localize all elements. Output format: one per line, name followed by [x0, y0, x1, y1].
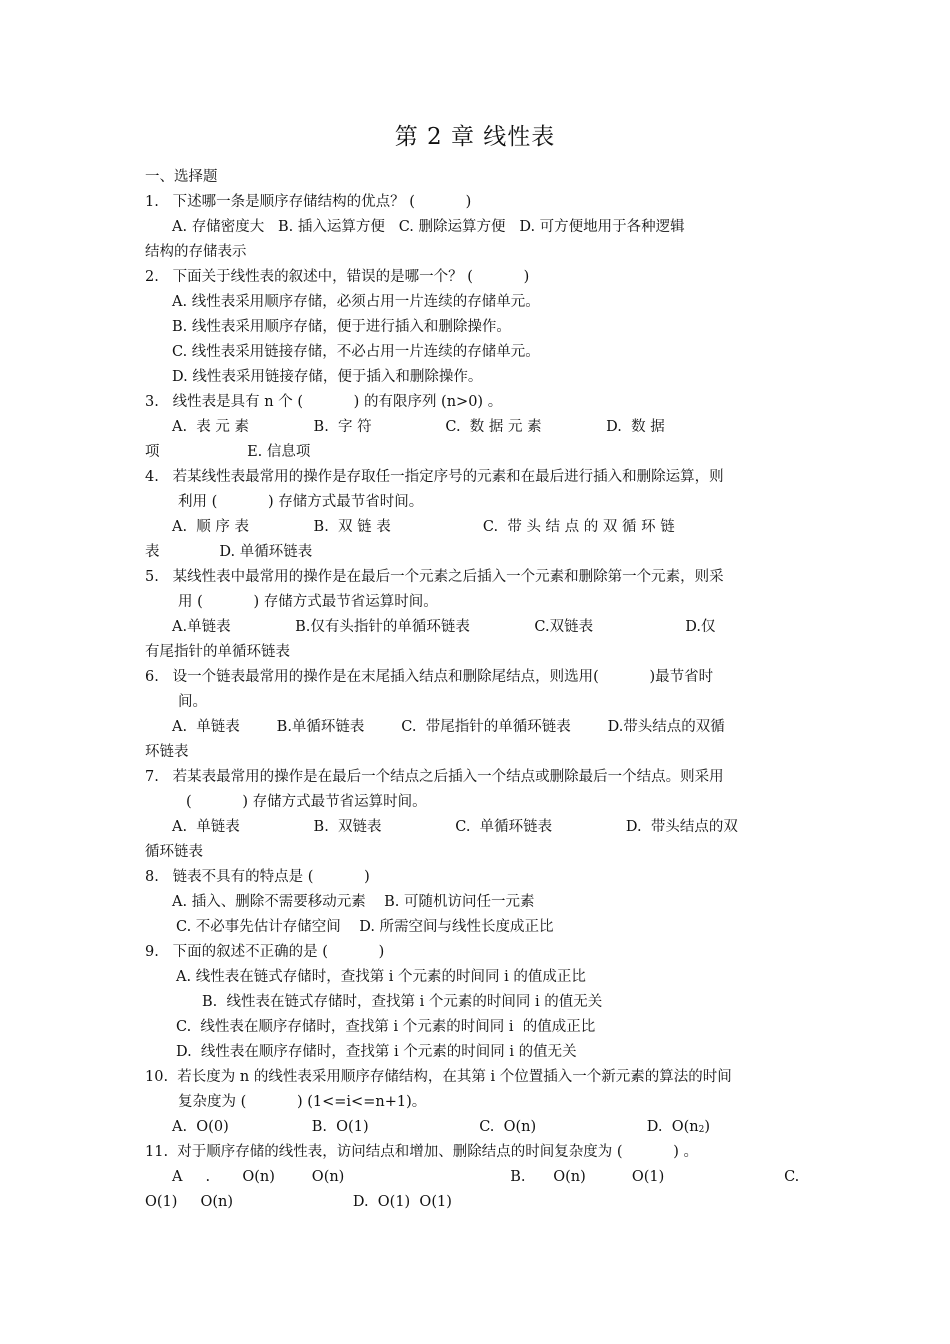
question-5: 5. 某线性表中最常用的操作是在最后一个元素之后插入一个元素和删除第一个元素，则采 — [145, 569, 724, 585]
question-7-options-cont: 循环链表 — [145, 844, 203, 860]
question-2-option-b: B. 线性表采用顺序存储，便于进行插入和删除操作。 — [172, 319, 511, 335]
question-11-options-cont: O(1) O(n) D. O(1) O(1) — [145, 1194, 452, 1210]
question-9: 9. 下面的叙述不正确的是 ( ) — [145, 944, 385, 960]
question-1-options-cont: 结构的存储表示 — [145, 244, 247, 260]
question-8-options-ab: A. 插入、删除不需要移动元素 B. 可随机访问任一元素 — [172, 894, 535, 910]
question-9-option-b: B. 线性表在链式存储时，查找第 i 个元素的时间同 i 的值无关 — [202, 994, 603, 1010]
question-7-cont: ( ) 存储方式最节省运算时间。 — [186, 794, 427, 810]
question-6-options-cont: 环链表 — [145, 744, 189, 760]
question-3-options-cont: 项 E. 信息项 — [145, 444, 311, 460]
question-3-options: A. 表 元 素 B. 字 符 C. 数 据 元 素 D. 数 据 — [172, 419, 665, 435]
question-6-options: A. 单链表 B.单循环链表 C. 带尾指针的单循环链表 D.带头结点的双循 — [172, 719, 725, 735]
question-10-options — [172, 1115, 710, 1143]
question-2-option-c: C. 线性表采用链接存储，不必占用一片连续的存储单元。 — [172, 344, 540, 360]
question-6: 6. 设一个链表最常用的操作是在末尾插入结点和删除尾结点，则选用( )最节省时 — [145, 669, 714, 685]
question-4: 4. 若某线性表最常用的操作是存取任一指定序号的元素和在最后进行插入和删除运算，则 — [145, 469, 724, 485]
question-9-option-c: C. 线性表在顺序存储时，查找第 i 个元素的时间同 i 的值成正比 — [176, 1019, 596, 1035]
question-4-options-cont: 表 D. 单循环链表 — [145, 544, 313, 560]
question-10: 10. 若长度为 n 的线性表采用顺序存储结构，在其第 i 个位置插入一个新元素的算法的时间 — [145, 1069, 732, 1085]
question-7: 7. 若某表最常用的操作是在最后一个结点之后插入一个结点或删除最后一个结点。则采用 — [145, 769, 724, 785]
question-8-options-cd: C. 不必事先估计存储空间 D. 所需空间与线性长度成正比 — [176, 919, 554, 935]
superscript-2: 2 — [698, 1125, 705, 1135]
section-heading: 一、选择题 — [145, 169, 218, 185]
question-8: 8. 链表不具有的特点是 ( ) — [145, 869, 370, 885]
question-7-options: A. 单链表 B. 双链表 C. 单循环链表 D. 带头结点的双 — [172, 819, 738, 835]
question-4-cont: 利用 ( ) 存储方式最节省时间。 — [178, 494, 424, 510]
page-title: 第 2 章 线性表 — [394, 124, 556, 150]
question-5-options: A.单链表 B.仅有头指针的单循环链表 C.双链表 D.仅 — [172, 619, 716, 635]
question-11: 11. 对于顺序存储的线性表，访问结点和增加、删除结点的时间复杂度为 ( ) 。 — [145, 1144, 699, 1160]
question-6-cont: 间。 — [178, 694, 207, 710]
close-paren: ) — [704, 1119, 711, 1135]
question-11-options: A . O(n) O(n) B. O(n) O(1) C. — [172, 1169, 800, 1185]
question-10-options-text: A. O(0) B. O(1) C. O(n) D. O(n — [172, 1119, 699, 1135]
question-1: 1. 下述哪一条是顺序存储结构的优点？ ( ) — [145, 194, 472, 210]
question-9-option-a: A. 线性表在链式存储时，查找第 i 个元素的时间同 i 的值成正比 — [176, 969, 586, 985]
question-2: 2. 下面关于线性表的叙述中，错误的是哪一个？ ( ) — [145, 269, 530, 285]
question-2-option-d: D. 线性表采用链接存储，便于插入和删除操作。 — [172, 369, 483, 385]
question-10-cont: 复杂度为 ( ) (1<=i<=n+1)。 — [178, 1094, 427, 1110]
question-4-options: A. 顺 序 表 B. 双 链 表 C. 带 头 结 点 的 双 循 环 链 — [172, 519, 675, 535]
question-3: 3. 线性表是具有 n 个 ( ) 的有限序列 (n>0) 。 — [145, 394, 503, 410]
question-2-option-a: A. 线性表采用顺序存储，必须占用一片连续的存储单元。 — [172, 294, 540, 310]
question-5-options-cont: 有尾指针的单循环链表 — [145, 644, 290, 660]
question-5-cont: 用 ( ) 存储方式最节省运算时间。 — [178, 594, 438, 610]
question-9-option-d: D. 线性表在顺序存储时，查找第 i 个元素的时间同 i 的值无关 — [176, 1044, 577, 1060]
question-1-options: A. 存储密度大 B. 插入运算方便 C. 删除运算方便 D. 可方便地用于各种逻辑 — [172, 219, 685, 235]
